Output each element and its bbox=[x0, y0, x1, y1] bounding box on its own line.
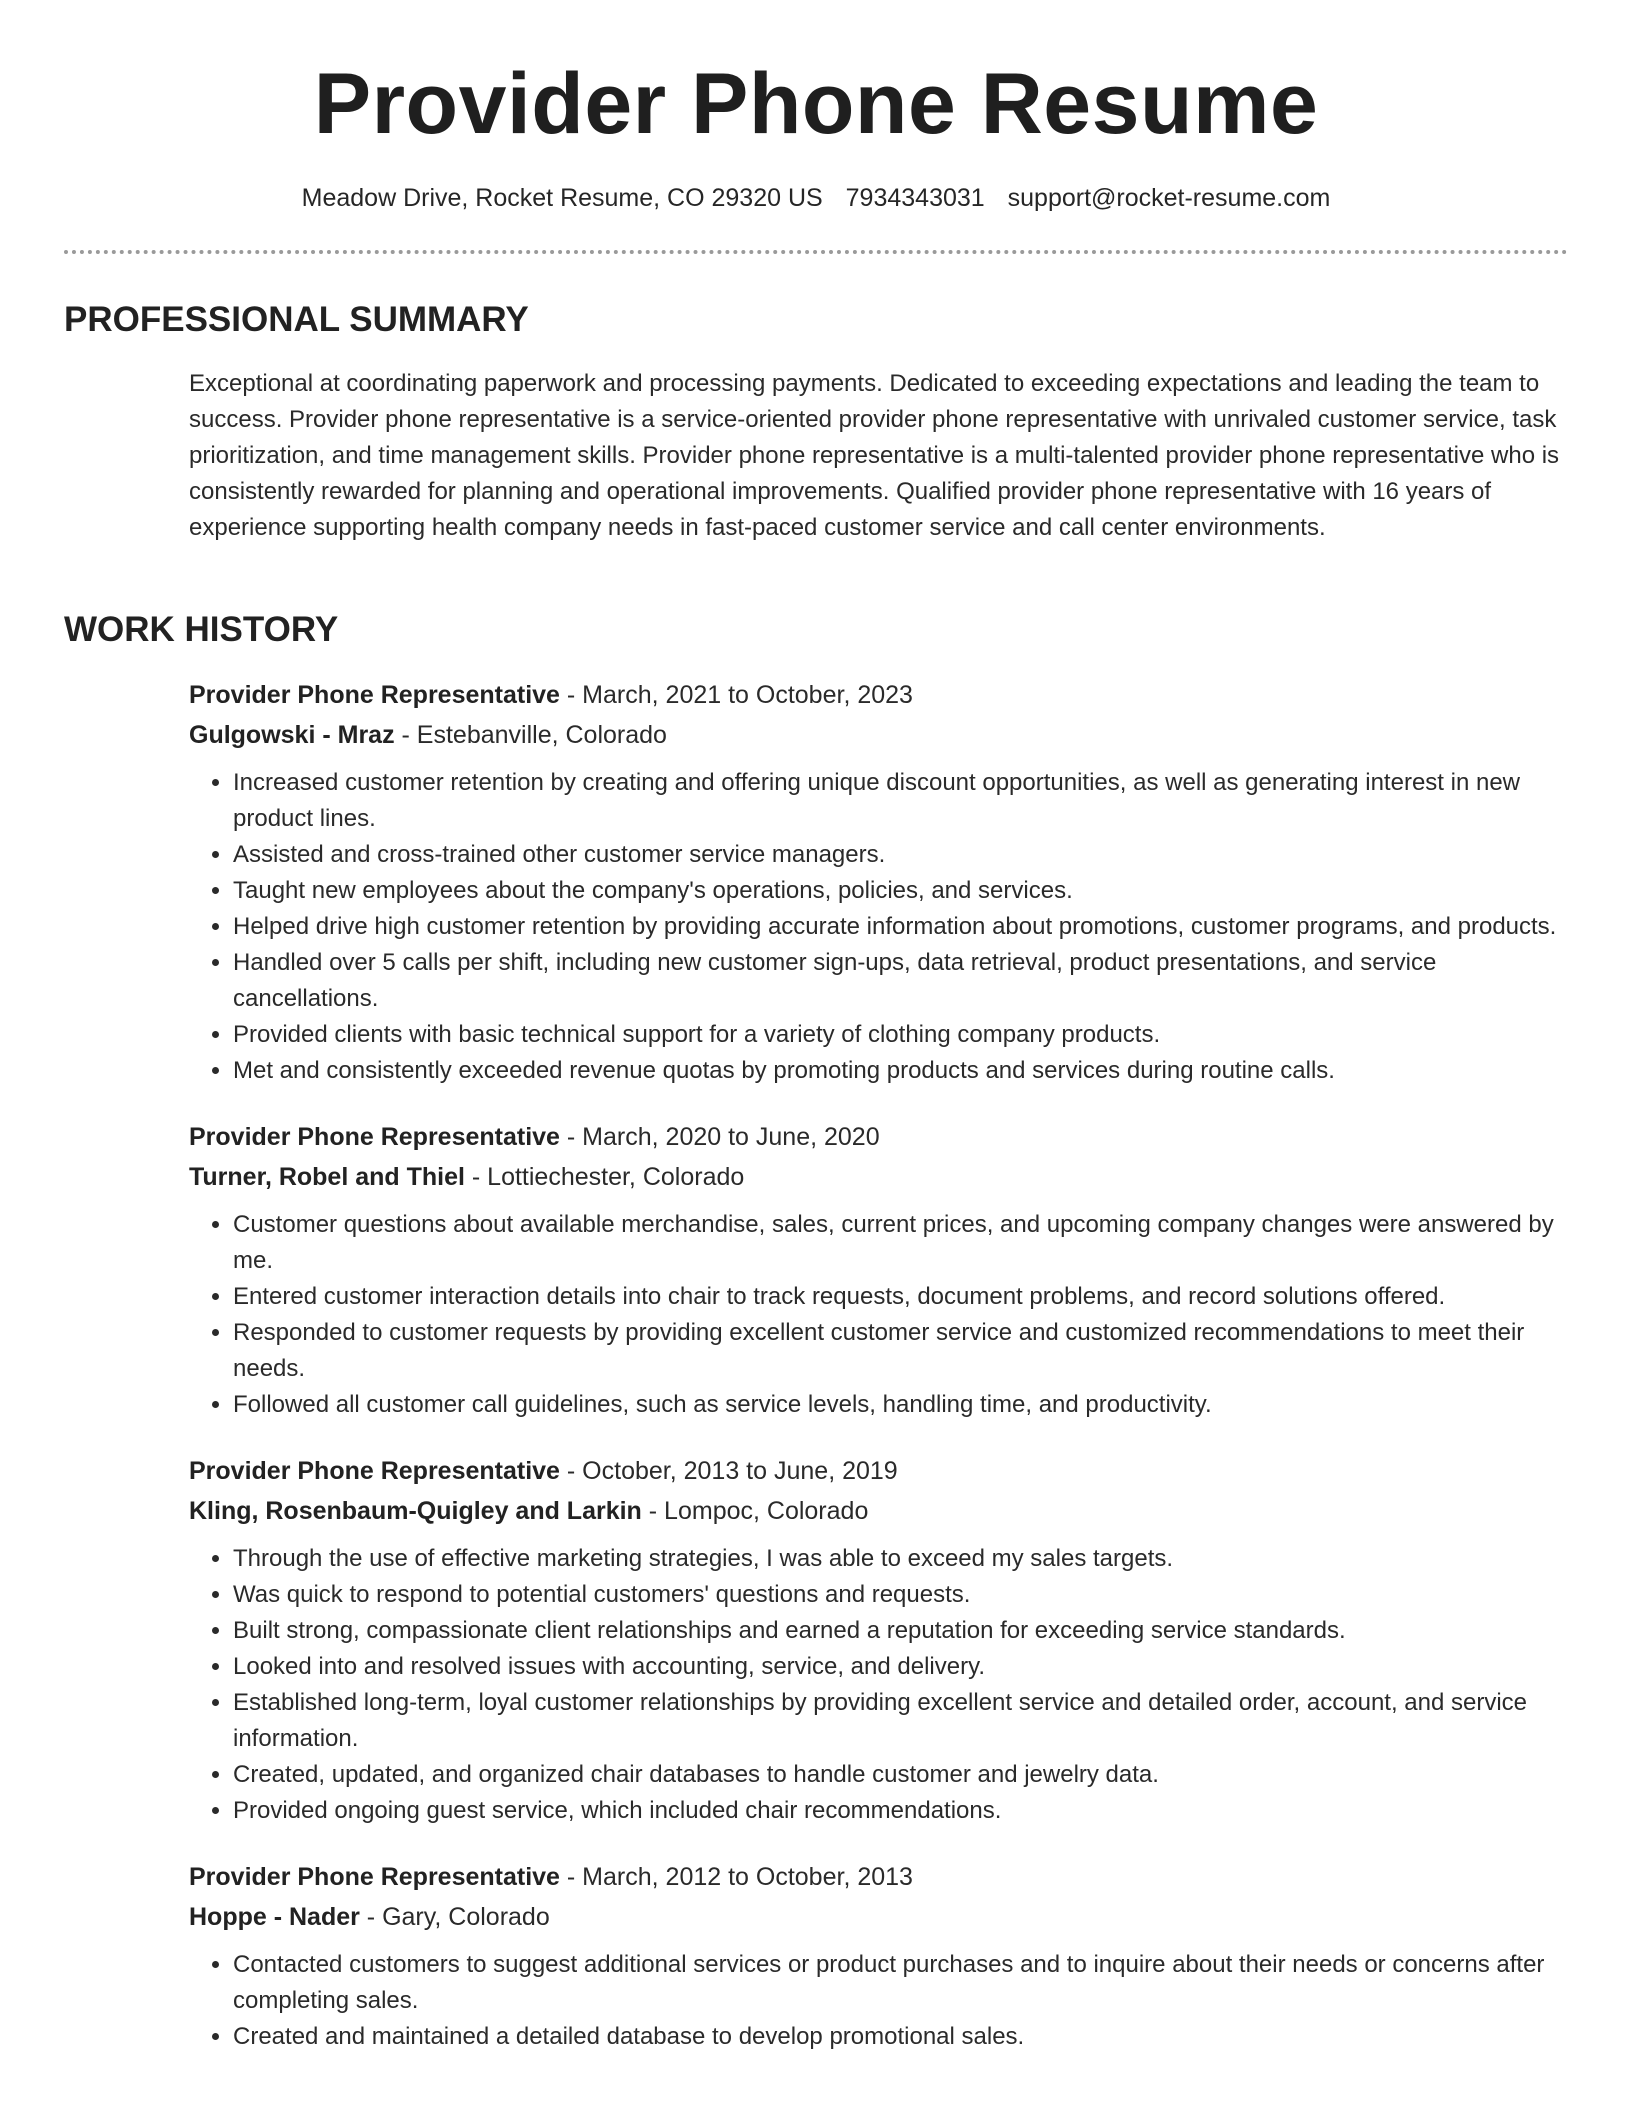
job-title: Provider Phone Representative bbox=[189, 1123, 560, 1151]
job-company-line bbox=[189, 715, 1569, 755]
work-history-list bbox=[189, 675, 1569, 2083]
job-entry bbox=[189, 675, 1569, 1089]
job-company-line bbox=[189, 1491, 1569, 1531]
job-bullet: • Built strong, compassionate client relationships and earned a reputation for exceeding service standards. bbox=[233, 1613, 1569, 1649]
resume-name: Provider Phone Resume bbox=[313, 56, 1319, 152]
contact-line bbox=[0, 180, 1632, 216]
job-title-line bbox=[189, 1451, 1569, 1491]
job-bullet: • Responded to customer requests by providing excellent customer service and customized recommendations to meet their needs. bbox=[233, 1315, 1569, 1387]
section-title-work-history: WORK HISTORY bbox=[64, 610, 339, 649]
job-title: Provider Phone Representative bbox=[189, 1863, 560, 1891]
job-title: Provider Phone Representative bbox=[189, 681, 560, 709]
job-bullet-list bbox=[189, 1947, 1569, 2055]
job-company-line bbox=[189, 1157, 1569, 1197]
job-dates: - March, 2012 to October, 2013 bbox=[559, 1863, 913, 1891]
job-bullet: • Met and consistently exceeded revenue quotas by promoting products and services during routine calls. bbox=[233, 1053, 1569, 1089]
job-bullet-list bbox=[189, 1207, 1569, 1423]
contact-address: Meadow Drive, Rocket Resume, CO 29320 US bbox=[301, 184, 823, 212]
job-entry bbox=[189, 1857, 1569, 2055]
job-bullet: • Through the use of effective marketing strategies, I was able to exceed my sales targets. bbox=[233, 1541, 1569, 1577]
contact-email: support@rocket-resume.com bbox=[1007, 184, 1331, 212]
job-bullet: • Looked into and resolved issues with accounting, service, and delivery. bbox=[233, 1649, 1569, 1685]
job-title-line bbox=[189, 1117, 1569, 1157]
job-entry bbox=[189, 1451, 1569, 1829]
job-bullet: • Contacted customers to suggest additional services or product purchases and to inquire about their needs or concerns after completing sales. bbox=[233, 1947, 1569, 2019]
job-title-line bbox=[189, 1857, 1569, 1897]
header-divider bbox=[64, 250, 1568, 254]
job-location: - Estebanville, Colorado bbox=[394, 721, 667, 749]
job-bullet-list bbox=[189, 1541, 1569, 1829]
job-bullet-list bbox=[189, 765, 1569, 1089]
job-bullet: • Helped drive high customer retention by providing accurate information about promotions, customer programs, and products. bbox=[233, 909, 1569, 945]
job-bullet: • Handled over 5 calls per shift, including new customer sign-ups, data retrieval, product presentations, and service cancellations. bbox=[233, 945, 1569, 1017]
job-dates: - March, 2021 to October, 2023 bbox=[559, 681, 913, 709]
job-bullet: • Taught new employees about the company's operations, policies, and services. bbox=[233, 873, 1569, 909]
job-bullet: • Provided clients with basic technical support for a variety of clothing company products. bbox=[233, 1017, 1569, 1053]
job-entry bbox=[189, 1117, 1569, 1423]
job-location: - Gary, Colorado bbox=[359, 1903, 550, 1931]
job-bullet: • Assisted and cross-trained other customer service managers. bbox=[233, 837, 1569, 873]
job-bullet: • Customer questions about available merchandise, sales, current prices, and upcoming company changes were answered by me. bbox=[233, 1207, 1569, 1279]
job-title: Provider Phone Representative bbox=[189, 1457, 560, 1485]
job-bullet: • Established long-term, loyal customer relationships by providing excellent service and detailed order, account, and service information. bbox=[233, 1685, 1569, 1757]
section-title-summary: PROFESSIONAL SUMMARY bbox=[64, 300, 529, 339]
contact-phone: 7934343031 bbox=[845, 184, 985, 212]
job-location: - Lottiechester, Colorado bbox=[464, 1163, 745, 1191]
summary-text: Exceptional at coordinating paperwork and processing payments. Dedicated to exceeding expectations and leading the team to success. Provider phone representative is a service-oriented provider phone representative with unrivaled customer service, task prioritization, and time management skills. Provider phone representative is a multi-talented provider phone representative who is consistently rewarded for planning and operational improvements. Qualified provider phone representative with 16 years of experience supporting health company needs in fast-paced customer service and call center environments. bbox=[189, 370, 1560, 541]
job-bullet: • Was quick to respond to potential customers' questions and requests. bbox=[233, 1577, 1569, 1613]
job-bullet: • Provided ongoing guest service, which included chair recommendations. bbox=[233, 1793, 1569, 1829]
job-company-line bbox=[189, 1897, 1569, 1937]
job-bullet: • Created, updated, and organized chair databases to handle customer and jewelry data. bbox=[233, 1757, 1569, 1793]
job-bullet: • Increased customer retention by creating and offering unique discount opportunities, as well as generating interest in new product lines. bbox=[233, 765, 1569, 837]
job-bullet: • Followed all customer call guidelines, such as service levels, handling time, and productivity. bbox=[233, 1387, 1569, 1423]
job-company: Kling, Rosenbaum-Quigley and Larkin bbox=[189, 1497, 642, 1525]
job-title-line bbox=[189, 675, 1569, 715]
job-company: Hoppe - Nader bbox=[189, 1903, 360, 1931]
job-dates: - March, 2020 to June, 2020 bbox=[559, 1123, 880, 1151]
job-bullet: • Created and maintained a detailed database to develop promotional sales. bbox=[233, 2019, 1569, 2055]
job-company: Turner, Robel and Thiel bbox=[189, 1163, 465, 1191]
job-bullet: • Entered customer interaction details into chair to track requests, document problems, and record solutions offered. bbox=[233, 1279, 1569, 1315]
job-location: - Lompoc, Colorado bbox=[641, 1497, 869, 1525]
job-dates: - October, 2013 to June, 2019 bbox=[559, 1457, 898, 1485]
job-company: Gulgowski - Mraz bbox=[189, 721, 395, 749]
